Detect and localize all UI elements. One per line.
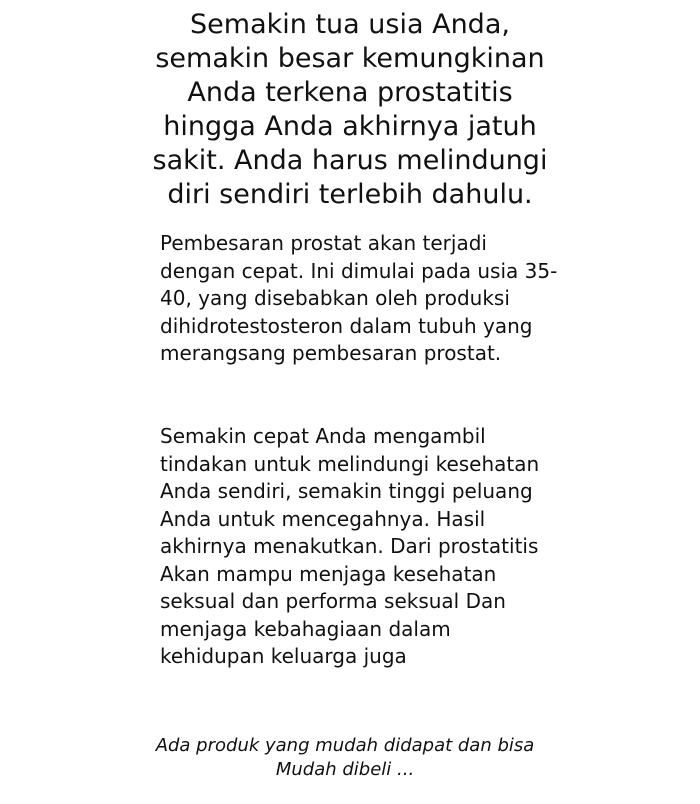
article-caption: Ada produk yang mudah didapat dan bisa Mudah dibeli ...	[155, 735, 535, 780]
article-paragraph-prevention: Semakin cepat Anda mengambil tindakan untuk melindungi kesehatan Anda sendiri, semakin tinggi peluang Anda untuk mencegahnya. Hasil akhirnya menakutkan. Dari prostatitis Akan mampu menjaga kesehatan seksual dan performa seksual Dan menjaga kebahagiaan dalam kehidupan keluarga juga	[160, 424, 540, 668]
article-paragraph-prostate-enlargement: Pembesaran prostat akan terjadi dengan cepat. Ini dimulai pada usia 35-40, yang disebabkan oleh produksi dihidrotestosteron dalam tubuh yang merangsang pembesaran prostat.	[160, 231, 558, 365]
article-headline: Semakin tua usia Anda, semakin besar kemungkinan Anda terkena prostatitis hingga Anda akhirnya jatuh sakit. Anda harus melindungi diri sendiri terlebih dahulu.	[152, 9, 548, 210]
